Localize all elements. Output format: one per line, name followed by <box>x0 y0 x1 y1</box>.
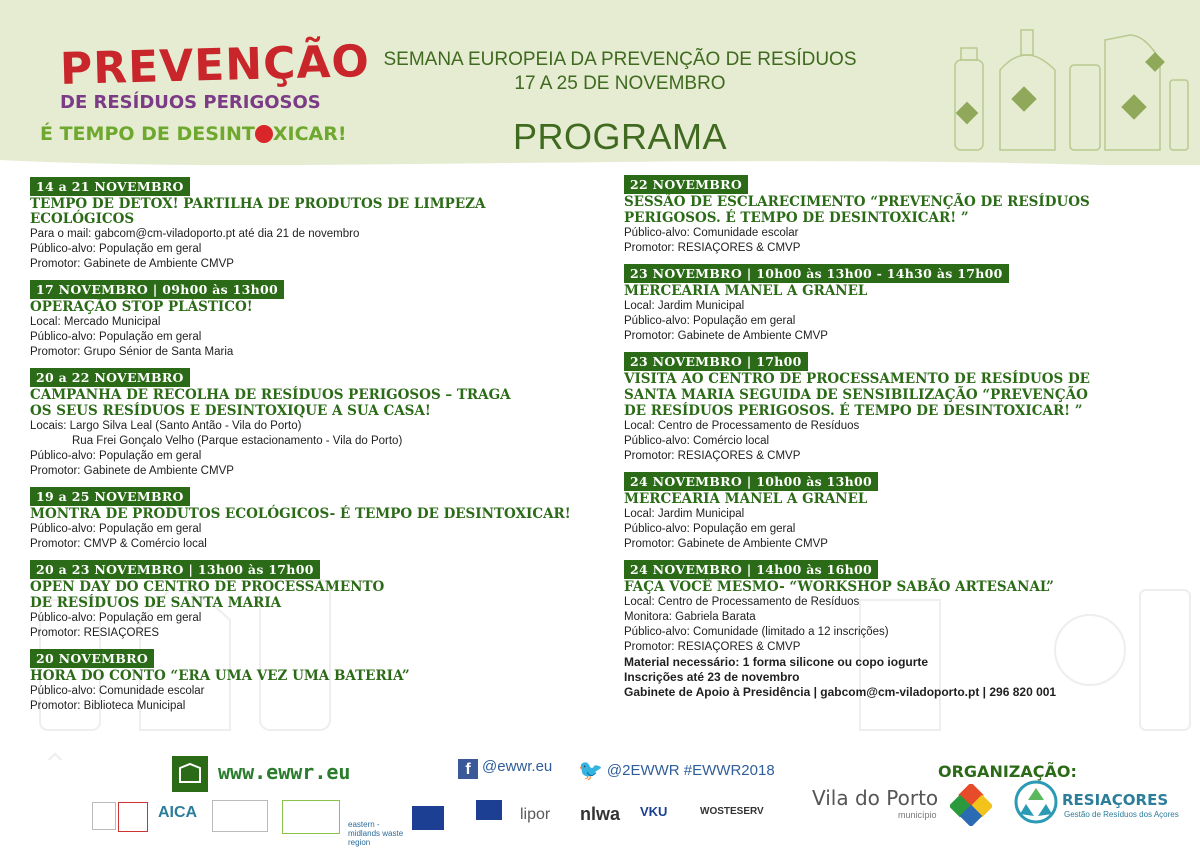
event-card <box>30 368 590 479</box>
vila-do-porto-sub: município <box>898 810 937 820</box>
event-title: DE RESÍDUOS PERIGOSOS. É TEMPO DE DESINTOXICAR! ” <box>624 403 1083 419</box>
event-detail: Promotor: Gabinete de Ambiente CMVP <box>624 538 828 550</box>
event-detail: Público-alvo: População em geral <box>30 450 202 462</box>
event-title: PERIGOSOS. É TEMPO DE DESINTOXICAR! ” <box>624 210 969 226</box>
event-detail: Promotor: RESIAÇORES <box>30 627 160 639</box>
event-detail: Público-alvo: População em geral <box>624 315 796 327</box>
facebook-icon: f <box>458 759 478 779</box>
partner-logo <box>212 800 268 832</box>
eu-committee-flag-icon <box>476 800 502 820</box>
event-title: OS SEUS RESÍDUOS E DESINTOXIQUE A SUA CASA! <box>30 403 431 419</box>
event-detail: Promotor: Gabinete de Ambiente CMVP <box>30 258 234 270</box>
twitter-icon: 🐦 <box>578 760 603 782</box>
event-date-tag: 17 NOVEMBRO | 09h00 às 13h00 <box>30 280 284 299</box>
event-title: CAMPANHA DE RECOLHA DE RESÍDUOS PERIGOSOS – TRAGA <box>30 387 511 403</box>
event-date-tag: 14 a 21 NOVEMBRO <box>30 177 190 196</box>
event-date-tag: 20 a 22 NOVEMBRO <box>30 368 190 387</box>
event-date-tag: 23 NOVEMBRO | 17h00 <box>624 352 808 371</box>
event-detail: Promotor: RESIAÇORES & CMVP <box>624 641 801 653</box>
event-note: Inscrições até 23 de novembro <box>624 670 800 684</box>
week-title <box>360 48 880 96</box>
logo-subtitle: DE RESÍDUOS PERIGOSOS <box>60 92 321 113</box>
ewwr-logo-icon <box>172 756 208 792</box>
event-detail: Local: Mercado Municipal <box>30 316 161 328</box>
vila-do-porto-mark-icon <box>950 784 992 826</box>
event-detail: Rua Frei Gonçalo Velho (Parque estacionamento - Vila do Porto) <box>72 435 403 447</box>
event-detail: Público-alvo: População em geral <box>624 523 796 535</box>
event-title: MERCEARIA MANEL A GRANEL <box>624 283 868 299</box>
event-card <box>30 560 590 641</box>
organizacao-label: ORGANIZAÇÃO: <box>938 762 1077 781</box>
partner-vku: VKU <box>640 804 668 819</box>
event-detail: Promotor: RESIAÇORES & CMVP <box>624 242 801 254</box>
event-card <box>30 487 590 552</box>
event-detail: Local: Centro de Processamento de Resíduos <box>624 420 860 432</box>
detox-circle-icon <box>255 125 273 143</box>
event-title: SANTA MARIA SEGUIDA DE SENSIBILIZAÇÃO “PREVENÇÃO <box>624 387 1088 403</box>
event-title: MONTRA DE PRODUTOS ECOLÓGICOS- É TEMPO DE DESINTOXICAR! <box>30 506 571 522</box>
event-card <box>624 264 1184 344</box>
event-date-tag: 23 NOVEMBRO | 10h00 às 13h00 - 14h30 às 17h00 <box>624 264 1009 283</box>
event-title: SESSÃO DE ESCLARECIMENTO “PREVENÇÃO DE RESÍDUOS <box>624 194 1090 210</box>
event-date-tag: 19 a 25 NOVEMBRO <box>30 487 190 506</box>
event-card <box>624 352 1184 464</box>
event-date-tag: 24 NOVEMBRO | 14h00 às 16h00 <box>624 560 878 579</box>
partner-logo <box>118 802 148 832</box>
event-title: OPEN DAY DO CENTRO DE PROCESSAMENTO <box>30 579 385 595</box>
event-detail: Público-alvo: Comércio local <box>624 435 770 447</box>
event-detail: Para o mail: gabcom@cm-viladoporto.pt até dia 21 de novembro <box>30 228 360 240</box>
event-title: FAÇA VOCÊ MESMO- “WORKSHOP SABÃO ARTESANAL” <box>624 579 1054 595</box>
contact-line: Gabinete de Apoio à Presidência | gabcom@cm-viladoporto.pt | 296 820 001 <box>624 685 1057 699</box>
event-detail: Local: Jardim Municipal <box>624 300 745 312</box>
event-detail: Local: Jardim Municipal <box>624 508 745 520</box>
event-date-tag: 20 NOVEMBRO <box>30 649 154 668</box>
event-detail: Público-alvo: População em geral <box>30 331 202 343</box>
event-title: DE RESÍDUOS DE SANTA MARIA <box>30 595 282 611</box>
twitter-handle: @2EWWR #EWWR2018 <box>606 762 775 779</box>
event-card <box>624 472 1184 552</box>
event-detail: Promotor: Gabinete de Ambiente CMVP <box>624 330 828 342</box>
logo-tagline <box>40 123 347 145</box>
event-date-tag: 24 NOVEMBRO | 10h00 às 13h00 <box>624 472 878 491</box>
event-detail: Público-alvo: Comunidade (limitado a 12 inscrições) <box>624 626 889 638</box>
event-detail: Público-alvo: População em geral <box>30 243 202 255</box>
week-title-dates: 17 A 25 DE NOVEMBRO <box>514 73 726 94</box>
programa-heading: PROGRAMA <box>512 116 728 157</box>
logo-title: PREVENÇÃO <box>59 35 371 96</box>
ewwr-link[interactable]: www.ewwr.eu <box>218 760 351 784</box>
program-column-right <box>624 175 1184 708</box>
partner-nlwa: nlwa <box>580 804 621 824</box>
event-detail: Público-alvo: População em geral <box>30 612 202 624</box>
partner-eastern-midlands: eastern - midlands waste region <box>348 820 404 847</box>
event-title: TEMPO DE DETOX! PARTILHA DE PRODUTOS DE LIMPEZA ECOLÓGICOS <box>30 196 486 227</box>
facebook-link[interactable] <box>458 758 552 779</box>
partner-logo <box>282 800 340 834</box>
event-title: OPERAÇÃO STOP PLÁSTICO! <box>30 299 253 315</box>
event-detail: Promotor: Biblioteca Municipal <box>30 700 186 712</box>
facebook-handle: @ewwr.eu <box>482 758 553 775</box>
event-detail: Público-alvo: População em geral <box>30 523 202 535</box>
vila-do-porto-logo: Vila do Porto <box>812 786 939 810</box>
event-detail: Promotor: Grupo Sénior de Santa Maria <box>30 346 234 358</box>
resiacores-logo: RESIAÇORES <box>1062 791 1169 809</box>
event-card <box>624 560 1184 700</box>
event-detail: Público-alvo: Comunidade escolar <box>624 227 799 239</box>
event-card <box>624 175 1184 256</box>
event-title: VISITA AO CENTRO DE PROCESSAMENTO DE RESÍDUOS DE <box>624 371 1090 387</box>
event-detail: Locais: Largo Silva Leal (Santo Antão - Vila do Porto) <box>30 420 302 432</box>
partner-aica: AICA <box>158 804 198 821</box>
event-detail: Local: Centro de Processamento de Resíduos <box>624 596 860 608</box>
event-detail: Público-alvo: Comunidade escolar <box>30 685 205 697</box>
event-detail: Promotor: Gabinete de Ambiente CMVP <box>30 465 234 477</box>
logo-tagline-end: XICAR! <box>272 123 347 145</box>
partner-wosteserv: WOSTESERV <box>700 806 764 817</box>
twitter-link[interactable] <box>578 758 775 783</box>
event-detail: Promotor: RESIAÇORES & CMVP <box>624 450 801 462</box>
event-card <box>30 177 590 272</box>
event-card <box>30 649 590 714</box>
event-note: Material necessário: 1 forma silicone ou copo iogurte <box>624 655 929 669</box>
resiacores-recycle-icon <box>1014 780 1058 824</box>
logo-tagline-start: É TEMPO DE DESINT <box>40 123 255 145</box>
event-date-tag: 22 NOVEMBRO <box>624 175 748 194</box>
event-detail: Monitora: Gabriela Barata <box>624 611 756 623</box>
event-title: MERCEARIA MANEL A GRANEL <box>624 491 868 507</box>
event-card <box>30 280 590 360</box>
partner-lipor: lipor <box>520 806 551 823</box>
hazard-bottles-illustration <box>945 10 1190 160</box>
resiacores-sub: Gestão de Resíduos dos Açores <box>1064 810 1179 819</box>
event-detail: Promotor: CMVP & Comércio local <box>30 538 207 550</box>
event-title: HORA DO CONTO “ERA UMA VEZ UMA BATERIA” <box>30 668 410 684</box>
program-column-left <box>30 177 590 722</box>
week-title-name: SEMANA EUROPEIA DA PREVENÇÃO DE RESÍDUOS <box>383 49 857 70</box>
event-date-tag: 20 a 23 NOVEMBRO | 13h00 às 17h00 <box>30 560 320 579</box>
eu-flag-icon <box>412 806 444 830</box>
partner-logo <box>92 802 116 830</box>
